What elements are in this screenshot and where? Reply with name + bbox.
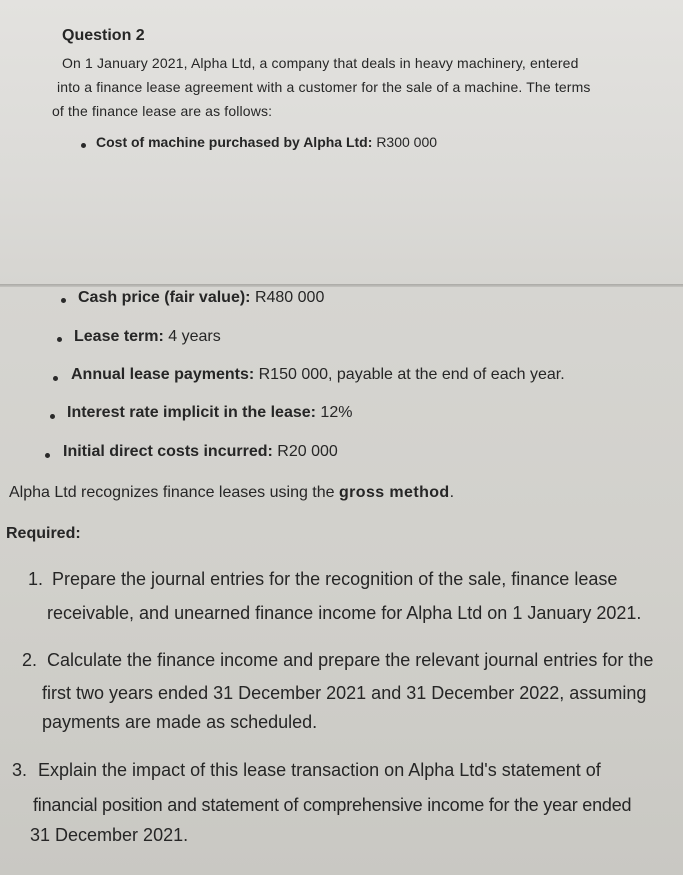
term-label: Initial direct costs incurred xyxy=(63,443,268,460)
bullet-dot xyxy=(81,143,86,148)
required-item-line: Prepare the journal entries for the recognition of the sale, finance lease xyxy=(52,569,618,589)
term-label: Lease term xyxy=(74,328,159,345)
bullet-dot xyxy=(61,298,66,303)
required-item-line: receivable, and unearned finance income for Alpha Ltd on 1 January 2021. xyxy=(47,603,642,623)
term-value: R150 000, payable at the end of each year. xyxy=(258,366,565,383)
intro-line-1: On 1 January 2021, Alpha Ltd, a company that deals in heavy machinery, entered xyxy=(62,55,579,71)
term-item-cash-price: Cash price (fair value): R480 000 xyxy=(78,289,325,306)
intro-line-2: into a finance lease agreement with a customer for the sale of a machine. The terms xyxy=(57,79,591,95)
bullet-dot xyxy=(57,337,62,342)
required-item-line: financial position and statement of comprehensive income for the year ended xyxy=(33,795,632,815)
required-item-line: Explain the impact of this lease transaction on Alpha Ltd's statement of xyxy=(38,760,601,780)
required-item-number: 1. xyxy=(28,569,44,589)
term-value: R480 000 xyxy=(254,289,325,306)
required-item-number: 3. xyxy=(12,760,28,780)
term-item-direct-costs: Initial direct costs incurred: R20 000 xyxy=(63,443,338,460)
required-heading: Required: xyxy=(6,525,81,542)
bullet-dot xyxy=(53,376,58,381)
term-label: Interest rate implicit in the lease xyxy=(67,404,311,421)
term-label: Annual lease payments xyxy=(71,366,249,383)
gross-method-sentence: Alpha Ltd recognizes finance leases using the gross method. xyxy=(9,484,455,501)
term-label: Cost of machine purchased by Alpha Ltd xyxy=(96,134,368,150)
required-item-number: 2. xyxy=(22,650,38,670)
term-item-annual-payments: Annual lease payments: R150 000, payable at the end of each year. xyxy=(71,366,565,383)
term-value: R20 000 xyxy=(277,443,338,460)
required-item-line: payments are made as scheduled. xyxy=(42,712,318,732)
bullet-dot xyxy=(45,453,50,458)
question-heading: Question 2 xyxy=(62,27,145,44)
term-item-lease-term: Lease term: 4 years xyxy=(74,328,221,345)
term-label: Cash price (fair value) xyxy=(78,289,246,306)
term-item-interest-rate: Interest rate implicit in the lease: 12% xyxy=(67,404,353,421)
required-item-line: Calculate the finance income and prepare the relevant journal entries for the xyxy=(47,650,654,670)
term-item-cost: Cost of machine purchased by Alpha Ltd: R300 000 xyxy=(96,134,438,150)
term-value: 4 years xyxy=(168,328,221,345)
required-item-line: first two years ended 31 December 2021 and 31 December 2022, assuming xyxy=(42,683,647,703)
term-value: 12% xyxy=(320,404,353,421)
term-value: R300 000 xyxy=(376,134,438,150)
gross-method-emphasis: gross method xyxy=(339,484,450,501)
intro-line-3: of the finance lease are as follows: xyxy=(52,103,273,119)
required-item-line: 31 December 2021. xyxy=(30,825,189,845)
bullet-dot xyxy=(50,414,55,419)
